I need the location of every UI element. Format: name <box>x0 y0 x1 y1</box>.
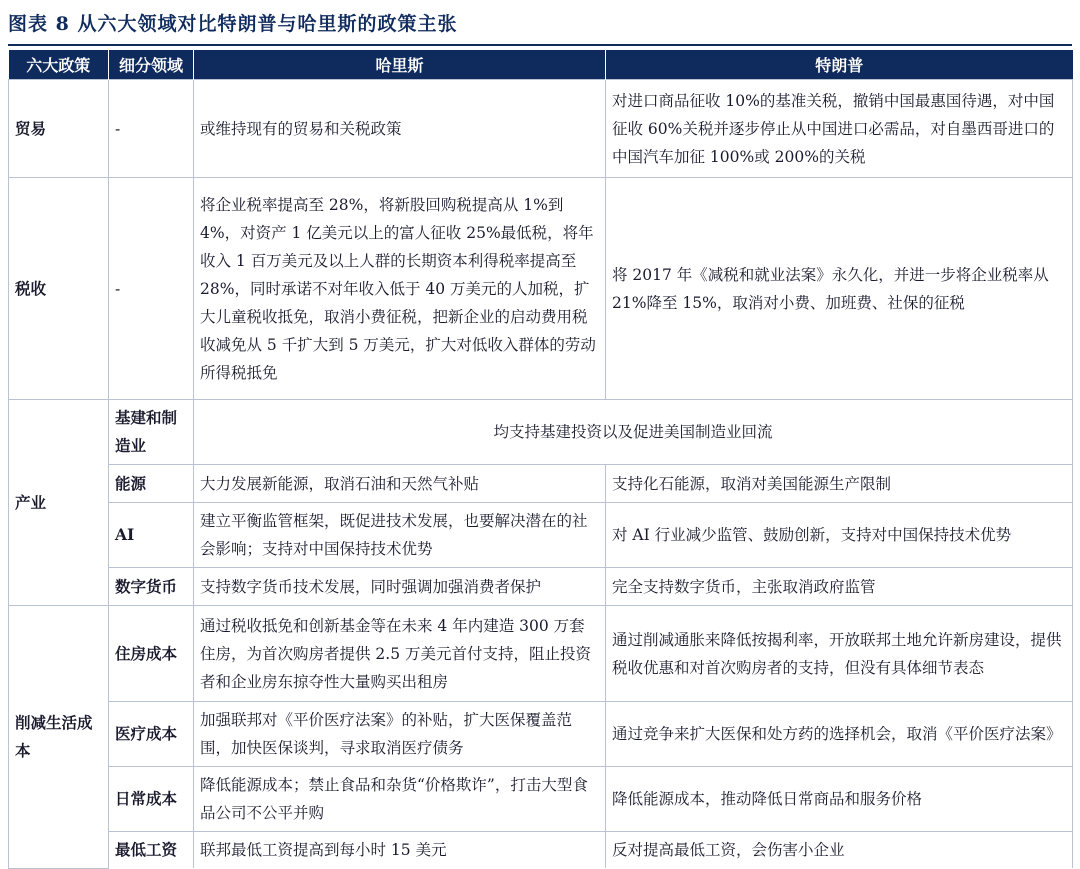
harris-cell: 或维持现有的贸易和关税政策 <box>194 80 606 178</box>
category-living-cost: 削减生活成本 <box>9 606 109 869</box>
harris-cell: 降低能源成本；禁止食品和杂货“价格欺诈”，打击大型食品公司不公平并购 <box>194 767 606 832</box>
trump-cell: 通过竞争来扩大医保和处方药的选择机会，取消《平价医疗法案》 <box>606 702 1073 767</box>
category-tax: 税收 <box>9 178 109 400</box>
table-row <box>9 606 1073 702</box>
header-trump: 特朗普 <box>606 50 1073 80</box>
table-row <box>9 503 1073 568</box>
harris-cell: 大力发展新能源，取消石油和天然气补贴 <box>194 465 606 503</box>
harris-cell: 通过税收抵免和创新基金等在未来 4 年内建造 300 万套住房，为首次购房者提供 2.5 万美元首付支持，阻止投资者和企业房东掠夺性大量购买出租房 <box>194 606 606 702</box>
subfield-cell: 基建和制造业 <box>109 400 194 465</box>
trump-cell: 反对提高最低工资，会伤害小企业 <box>606 832 1073 869</box>
trump-cell: 降低能源成本，推动降低日常商品和服务价格 <box>606 767 1073 832</box>
subfield-cell: 最低工资 <box>109 832 194 869</box>
table-row <box>9 80 1073 178</box>
policy-comparison-table <box>8 50 1073 869</box>
subfield-cell: AI <box>109 503 194 568</box>
category-trade: 贸易 <box>9 80 109 178</box>
shared-cell: 均支持基建投资以及促进美国制造业回流 <box>194 400 1073 465</box>
trump-cell: 通过削减通胀来降低按揭利率，开放联邦土地允许新房建设，提供税收优惠和对首次购房者的支持，但没有具体细节表态 <box>606 606 1073 702</box>
title-rule <box>8 44 1072 46</box>
table-row <box>9 178 1073 400</box>
harris-cell: 支持数字货币技术发展，同时强调加强消费者保护 <box>194 568 606 606</box>
header-harris: 哈里斯 <box>194 50 606 80</box>
table-row <box>9 702 1073 767</box>
harris-cell: 将企业税率提高至 28%，将新股回购税提高从 1%到 4%，对资产 1 亿美元以上的富人征收 25%最低税，将年收入 1 百万美元及以上人群的长期资本利得税率提高至 28%，同时承诺不对年收入低于 40 万美元的人加税，扩大儿童税收抵免，取消小费征税，把新企业的启动费用税收减免从 5 千扩大到 5 万美元，扩大对低收入群体的劳动所得税抵免 <box>194 178 606 400</box>
table-header-row <box>9 50 1073 80</box>
trump-cell: 对 AI 行业减少监管、鼓励创新，支持对中国保持技术优势 <box>606 503 1073 568</box>
trump-cell: 支持化石能源，取消对美国能源生产限制 <box>606 465 1073 503</box>
table-row <box>9 767 1073 832</box>
trump-cell: 完全支持数字货币，主张取消政府监管 <box>606 568 1073 606</box>
header-policy: 六大政策 <box>9 50 109 80</box>
harris-cell: 联邦最低工资提高到每小时 15 美元 <box>194 832 606 869</box>
trump-cell: 对进口商品征收 10%的基准关税，撤销中国最惠国待遇，对中国征收 60%关税并逐步停止从中国进口必需品，对自墨西哥进口的中国汽车加征 100%或 200%的关税 <box>606 80 1073 178</box>
category-industry: 产业 <box>9 400 109 606</box>
harris-cell: 加强联邦对《平价医疗法案》的补贴，扩大医保覆盖范围，加快医保谈判，寻求取消医疗债务 <box>194 702 606 767</box>
subfield-cell: - <box>109 80 194 178</box>
subfield-cell: - <box>109 178 194 400</box>
table-row <box>9 465 1073 503</box>
subfield-cell: 住房成本 <box>109 606 194 702</box>
subfield-cell: 能源 <box>109 465 194 503</box>
subfield-cell: 医疗成本 <box>109 702 194 767</box>
table-row <box>9 568 1073 606</box>
header-subfield: 细分领域 <box>109 50 194 80</box>
figure-title: 图表 8 从六大领域对比特朗普与哈里斯的政策主张 <box>8 13 458 35</box>
table-row <box>9 832 1073 869</box>
trump-cell: 将 2017 年《减税和就业法案》永久化，并进一步将企业税率从 21%降至 15%，取消对小费、加班费、社保的征税 <box>606 178 1073 400</box>
harris-cell: 建立平衡监管框架，既促进技术发展，也要解决潜在的社会影响；支持对中国保持技术优势 <box>194 503 606 568</box>
subfield-cell: 数字货币 <box>109 568 194 606</box>
subfield-cell: 日常成本 <box>109 767 194 832</box>
table-row <box>9 400 1073 465</box>
